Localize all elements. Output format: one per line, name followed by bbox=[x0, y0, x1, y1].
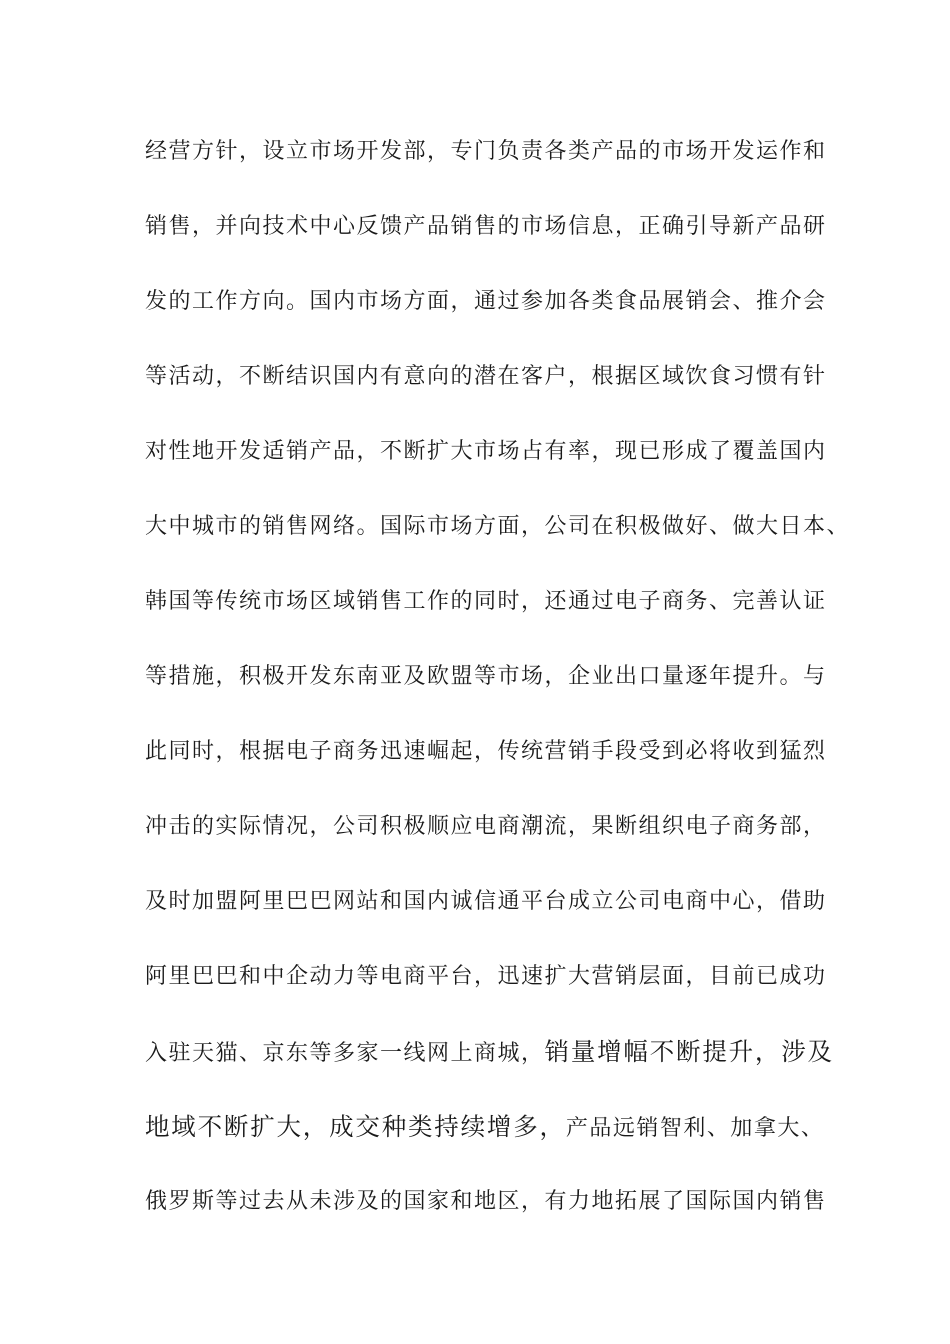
text-segment-large: 销量增幅不断提升，涉及 bbox=[544, 1037, 834, 1066]
text-line: 等活动，不断结识国内有意向的潜在客户，根据区域饮食习惯有针 bbox=[145, 364, 827, 389]
text-line: 对性地开发适销产品，不断扩大市场占有率，现已形成了覆盖国内 bbox=[145, 439, 827, 464]
text-line: 大中城市的销售网络。国际市场方面，公司在积极做好、做大日本、 bbox=[145, 514, 851, 539]
text-line bbox=[145, 1105, 825, 1180]
text-line: 经营方针，设立市场开发部，专门负责各类产品的市场开发运作和 bbox=[145, 139, 827, 164]
text-line: 销售，并向技术中心反馈产品销售的市场信息，正确引导新产品研 bbox=[145, 214, 827, 239]
text-line: 此同时，根据电子商务迅速崛起，传统营销手段受到必将收到猛烈 bbox=[145, 739, 827, 764]
text-line: 俄罗斯等过去从未涉及的国家和地区，有力地拓展了国际国内销售 bbox=[145, 1189, 827, 1214]
text-segment-large: 地域不断扩大，成交种类持续增多， bbox=[145, 1112, 566, 1141]
text-line: 阿里巴巴和中企动力等电商平台，迅速扩大营销层面，目前已成功 bbox=[145, 964, 827, 989]
text-line: 冲击的实际情况，公司积极顺应电商潮流，果断组织电子商务部， bbox=[145, 814, 827, 839]
text-segment: 入驻天猫、京东等多家一线网上商城， bbox=[145, 1041, 545, 1066]
text-line: 等措施，积极开发东南亚及欧盟等市场，企业出口量逐年提升。与 bbox=[145, 664, 827, 689]
text-line: 及时加盟阿里巴巴网站和国内诚信通平台成立公司电商中心，借助 bbox=[145, 889, 827, 914]
text-segment: 产品远销智利、加拿大、 bbox=[565, 1116, 825, 1141]
text-line bbox=[145, 1030, 834, 1105]
text-line: 韩国等传统市场区域销售工作的同时，还通过电子商务、完善认证 bbox=[145, 589, 827, 614]
body-text bbox=[145, 130, 851, 1255]
text-line: 发的工作方向。国内市场方面，通过参加各类食品展销会、推介会 bbox=[145, 289, 827, 314]
